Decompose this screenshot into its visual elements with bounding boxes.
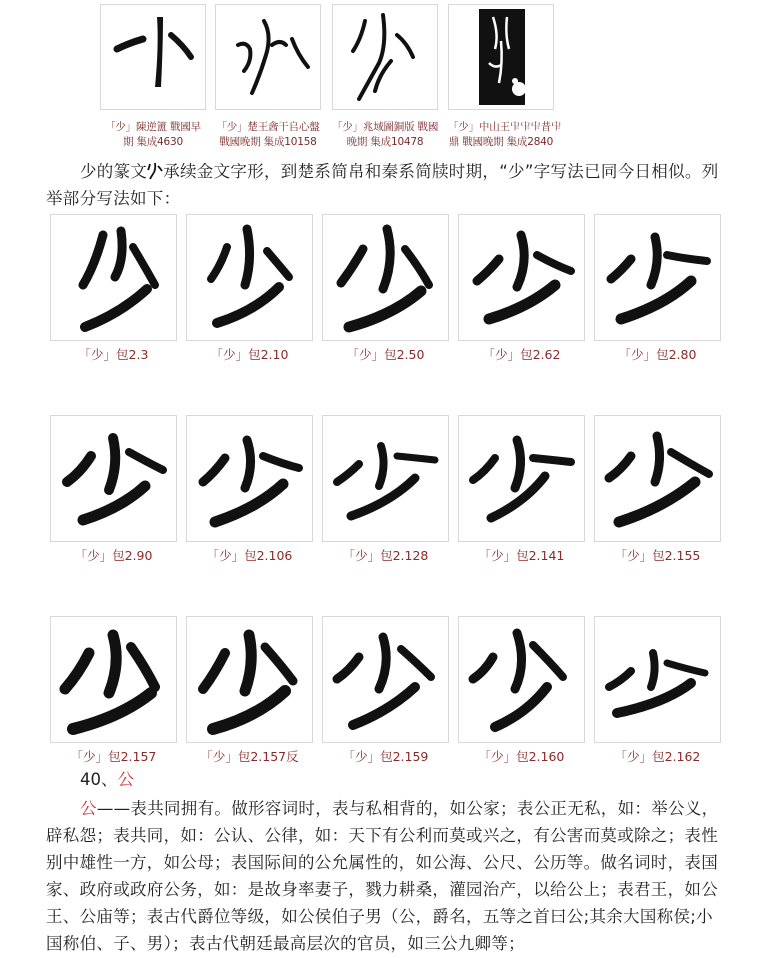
definition-keyword[interactable]: 公 bbox=[80, 799, 97, 818]
bamboo-slip-row bbox=[50, 214, 725, 364]
bamboo-slip-card bbox=[186, 616, 313, 765]
bamboo-slip-image bbox=[594, 415, 721, 542]
section-heading bbox=[80, 766, 134, 790]
bronze-inscription-row bbox=[100, 4, 560, 154]
bamboo-slip-row bbox=[50, 616, 725, 766]
intro-text: 承续金文字形，到楚系简帛和秦系简牍时期，“少”字写法已同今日相似。列举部分写法如下： bbox=[46, 162, 719, 208]
bamboo-slip-image bbox=[186, 616, 313, 743]
bamboo-slip-card bbox=[50, 616, 177, 765]
bamboo-slip-card bbox=[322, 214, 449, 363]
bamboo-slip-caption: 「少」包2.159 bbox=[342, 749, 429, 764]
intro-text: 少的篆文 bbox=[80, 162, 148, 181]
bamboo-slip-caption: 「少」包2.128 bbox=[342, 548, 429, 563]
bamboo-slip-card bbox=[594, 214, 721, 363]
bamboo-slip-caption: 「少」包2.3 bbox=[78, 347, 149, 362]
bamboo-slip-image bbox=[594, 616, 721, 743]
bamboo-slip-image bbox=[50, 214, 177, 341]
bamboo-slip-caption: 「少」包2.160 bbox=[478, 749, 565, 764]
bamboo-slip-card bbox=[322, 616, 449, 765]
bamboo-slip-caption: 「少」包2.50 bbox=[346, 347, 425, 362]
bamboo-slip-card bbox=[458, 415, 585, 564]
intro-paragraph bbox=[46, 158, 726, 212]
bamboo-slip-row bbox=[50, 415, 725, 565]
bamboo-slip-image bbox=[458, 214, 585, 341]
inscription-caption: 「少」中山王𠁦𠁦𠁦昔𠁦 鼎 戰國晚期 集成2840 bbox=[448, 121, 562, 148]
bamboo-slip-card bbox=[322, 415, 449, 564]
bamboo-slip-card bbox=[186, 415, 313, 564]
definition-text: ——表共同拥有。做形容词时，表与私相背的，如公家；表公正无私，如：举公义，辟私怨；表共同，如：公认、公律，如：天下有公利而莫或兴之，有公害而莫或除之；表性别中雄性一方，如公母；表国际间的公允属性的，如公海、公尺、公历等。做名词时，表国家、政府或政府公务，如：是故身率妻子，戮力耕桑，灌园治产，以给公上；表君王，如公王、公庙等；表古代爵位等级，如公侯伯子男（公，爵名，五等之首曰公;其余大国称侯;小国称伯、子、男）；表古代朝廷最高层次的官员，如三公九卿等； bbox=[46, 799, 719, 953]
bamboo-slip-image bbox=[186, 214, 313, 341]
bamboo-slip-image bbox=[594, 214, 721, 341]
inscription-image bbox=[215, 4, 321, 110]
bamboo-slip-caption: 「少」包2.80 bbox=[618, 347, 697, 362]
section-character[interactable]: 公 bbox=[117, 770, 134, 789]
bamboo-slip-caption: 「少」包2.106 bbox=[206, 548, 293, 563]
bamboo-slip-card bbox=[594, 616, 721, 765]
inscription-caption: 「少」楚王酓干𠂤心盤 戰國晚期 集成10158 bbox=[216, 121, 320, 148]
bamboo-slip-card bbox=[458, 214, 585, 363]
bamboo-slip-card bbox=[594, 415, 721, 564]
bamboo-slip-caption: 「少」包2.155 bbox=[614, 548, 701, 563]
bamboo-slip-image bbox=[50, 415, 177, 542]
section-number: 40、 bbox=[80, 770, 118, 789]
bamboo-slip-caption: 「少」包2.157 bbox=[70, 749, 157, 764]
bamboo-slip-image bbox=[458, 415, 585, 542]
bamboo-slip-card bbox=[458, 616, 585, 765]
bamboo-slip-image bbox=[322, 616, 449, 743]
inscription-card bbox=[100, 4, 206, 150]
bamboo-slip-caption: 「少」包2.62 bbox=[482, 347, 561, 362]
bamboo-slip-image bbox=[50, 616, 177, 743]
bamboo-slip-card bbox=[50, 415, 177, 564]
definition-paragraph bbox=[46, 795, 726, 957]
inscription-image bbox=[448, 4, 554, 110]
bamboo-slip-image bbox=[322, 415, 449, 542]
bamboo-slip-caption: 「少」包2.157反 bbox=[200, 749, 299, 764]
inscription-caption: 「少」陳逆簠 戰國早 期 集成4630 bbox=[105, 121, 201, 148]
bamboo-slip-caption: 「少」包2.162 bbox=[614, 749, 701, 764]
inscription-image bbox=[332, 4, 438, 110]
inscription-image bbox=[100, 4, 206, 110]
bamboo-slip-card bbox=[186, 214, 313, 363]
bamboo-slip-card bbox=[50, 214, 177, 363]
seal-script-glyph bbox=[147, 162, 163, 180]
bamboo-slip-caption: 「少」包2.141 bbox=[478, 548, 565, 563]
bamboo-slip-caption: 「少」包2.10 bbox=[210, 347, 289, 362]
inscription-card bbox=[448, 4, 562, 150]
inscription-card bbox=[215, 4, 321, 150]
bamboo-slip-caption: 「少」包2.90 bbox=[74, 548, 153, 563]
bamboo-slip-image bbox=[458, 616, 585, 743]
inscription-caption: 「少」兆域圖銅版 戰國 晚期 集成10478 bbox=[332, 121, 439, 148]
bamboo-slip-image bbox=[186, 415, 313, 542]
inscription-card bbox=[332, 4, 438, 150]
bamboo-slip-image bbox=[322, 214, 449, 341]
